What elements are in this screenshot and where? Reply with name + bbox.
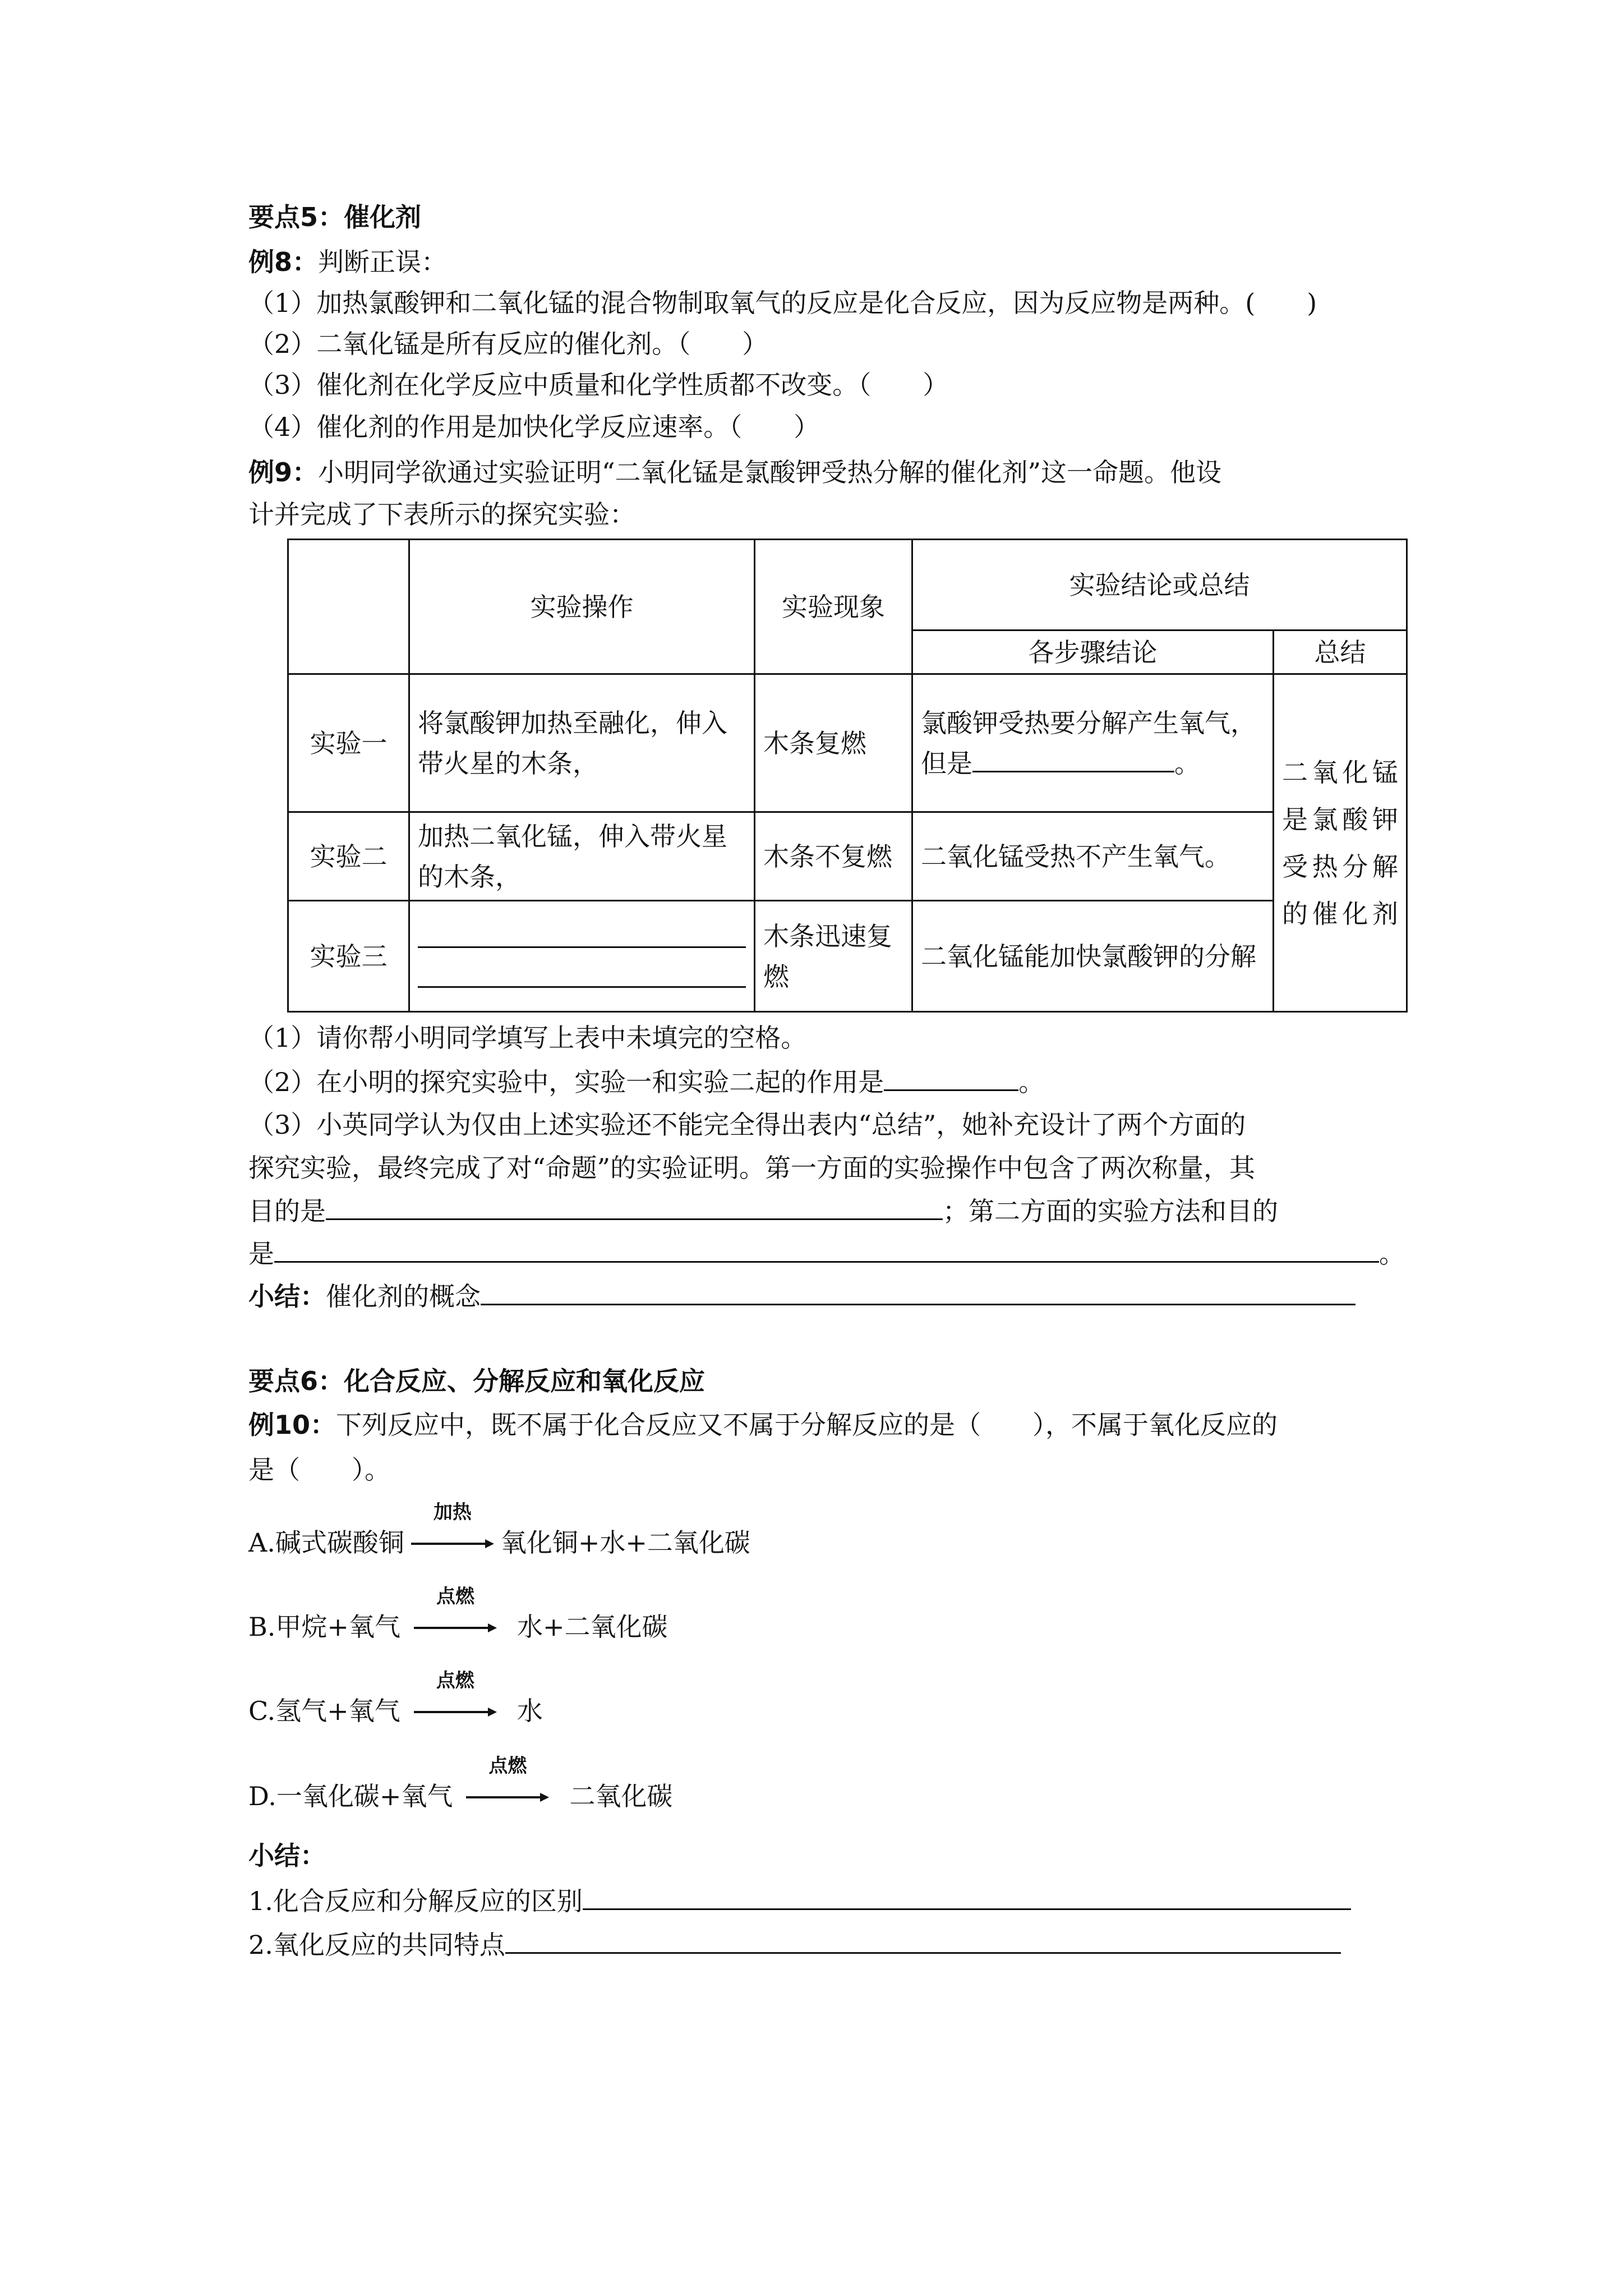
example-8-label: 例8：: [248, 247, 319, 277]
answer-line-exp3-2[interactable]: [418, 958, 746, 988]
answer-blank-q3-method[interactable]: [274, 1236, 1379, 1263]
header-summary: 总结: [1274, 631, 1407, 674]
answer-blank-exp1[interactable]: [972, 746, 1174, 772]
answer-blank-q2[interactable]: [884, 1065, 1018, 1091]
reaction-arrow-c: [414, 1669, 497, 1728]
summary-item-1-text: 1.化合反应和分解反应的区别: [248, 1886, 583, 1916]
condition-c: 点燃: [436, 1669, 474, 1692]
option-b-product: 水+二氧化碳: [517, 1612, 668, 1642]
arrow-icon: [414, 1622, 497, 1634]
arrow-icon: [414, 1706, 497, 1718]
reaction-arrow-d: [466, 1755, 549, 1813]
option-b-reactant: B.甲烷+氧气: [248, 1612, 400, 1642]
question-3-end: 。: [1379, 1239, 1405, 1269]
option-a-product: 氧化铜+水+二氧化碳: [500, 1527, 750, 1558]
summary-item-1: [248, 1884, 1351, 1918]
row-conclusion-2: 二氧化锰受热不产生氧气。: [912, 812, 1274, 901]
question-3-is: 是: [248, 1239, 274, 1269]
reaction-arrow-b: [414, 1585, 497, 1644]
header-operation: 实验操作: [409, 540, 755, 674]
option-c-reactant: C.氢气+氧气: [248, 1696, 400, 1726]
row-name-1: 实验一: [288, 674, 409, 812]
summary-catalyst-concept: 催化剂的概念: [326, 1281, 481, 1312]
question-3-line-1: （3）小英同学认为仅由上述实验还不能完全得出表内“总结”，她补充设计了两个方面的: [248, 1110, 1246, 1140]
row-name-3: 实验三: [288, 901, 409, 1012]
answer-blank-difference[interactable]: [583, 1884, 1351, 1910]
option-d: [248, 1755, 673, 1813]
answer-blank-q3-purpose[interactable]: [326, 1194, 943, 1220]
row-operation-3: [409, 901, 755, 1012]
option-a: [248, 1501, 750, 1559]
option-a-reactant: A.碱式碳酸铜: [248, 1527, 404, 1558]
example-8-prompt: 判断正误：: [318, 247, 448, 277]
option-d-product: 二氧化碳: [569, 1781, 673, 1811]
question-2: [248, 1065, 1044, 1099]
experiment-table: [287, 539, 1408, 1013]
reaction-arrow-a: [411, 1501, 494, 1559]
table-corner-cell: [288, 540, 409, 674]
summary-item-2: [248, 1927, 1341, 1962]
arrow-icon: [466, 1792, 549, 1803]
example-9-label: 例9：: [248, 457, 319, 487]
question-2-end: 。: [1018, 1067, 1045, 1097]
option-b: [248, 1585, 668, 1644]
answer-line-exp3-1[interactable]: [418, 918, 746, 948]
row-conclusion-3: 二氧化锰能加快氯酸钾的分解: [912, 901, 1274, 1012]
answer-blank-catalyst-concept[interactable]: [481, 1279, 1355, 1305]
example-9-text-1: 小明同学欲通过实验证明“二氧化锰是氯酸钾受热分解的催化剂”这一命题。他设: [318, 457, 1222, 487]
answer-blank-common-features[interactable]: [505, 1927, 1341, 1954]
row-operation-2: 加热二氧化锰，伸入带火星的木条，: [409, 812, 755, 901]
example-10-text-1: 下列反应中，既不属于化合反应又不属于分解反应的是（ ），不属于氧化反应的: [336, 1410, 1278, 1440]
summary-cell: 二氧化锰是氯酸钾受热分解的催化剂: [1274, 674, 1407, 1012]
true-false-item-4: （4）催化剂的作用是加快化学反应速率。（ ）: [248, 412, 820, 442]
question-3-second-method: ；第二方面的实验方法和目的: [943, 1196, 1278, 1226]
question-3-line-2: 探究实验，最终完成了对“命题”的实验证明。第一方面的实验操作中包含了两次称量，其: [248, 1153, 1256, 1183]
row-name-2: 实验二: [288, 812, 409, 901]
summary-point6-label: 小结：: [248, 1841, 326, 1871]
condition-b: 点燃: [436, 1585, 474, 1608]
true-false-item-2: （2）二氧化锰是所有反应的催化剂。（ ）: [248, 329, 768, 359]
question-3-line-4: [248, 1236, 1405, 1271]
header-phenomenon: 实验现象: [755, 540, 912, 674]
summary-item-2-text: 2.氧化反应的共同特点: [248, 1930, 505, 1960]
condition-a: 加热: [433, 1501, 472, 1524]
header-step-conclusion: 各步骤结论: [912, 631, 1274, 674]
row-conclusion-1: [912, 674, 1274, 812]
example-9-line-2: 计并完成了下表所示的探究实验：: [248, 499, 635, 530]
header-conclusion: 实验结论或总结: [912, 540, 1407, 631]
section-title-point6: 要点6：化合反应、分解反应和氧化反应: [248, 1366, 706, 1396]
section-title-point5: 要点5：催化剂: [248, 202, 422, 232]
row-phenomenon-3: 木条迅速复燃: [755, 901, 912, 1012]
row-conclusion-1-end: 。: [1174, 748, 1200, 779]
true-false-item-1: （1）加热氯酸钾和二氧化锰的混合物制取氧气的反应是化合反应，因为反应物是两种。( ): [248, 288, 1317, 318]
example-10-label: 例10：: [248, 1410, 336, 1440]
true-false-item-3: （3）催化剂在化学反应中质量和化学性质都不改变。（ ）: [248, 370, 949, 400]
example-10-line-2: 是（ ）。: [248, 1455, 390, 1485]
example-9-line-1: [248, 455, 1221, 489]
row-operation-1: 将氯酸钾加热至融化，伸入带火星的木条，: [409, 674, 755, 812]
summary-label: 小结：: [248, 1281, 326, 1312]
row-phenomenon-1: 木条复燃: [755, 674, 912, 812]
option-c-product: 水: [517, 1696, 543, 1726]
example-10-line-1: [248, 1408, 1278, 1442]
row-conclusion-1-text: 氯酸钾受热要分解产生氧气，但是: [921, 707, 1256, 779]
question-3-line-3: [248, 1194, 1278, 1228]
option-c: [248, 1669, 543, 1728]
condition-d: 点燃: [488, 1755, 527, 1777]
example-8-heading: [248, 245, 447, 279]
arrow-icon: [411, 1538, 494, 1549]
question-2-text: （2）在小明的探究实验中，实验一和实验二起的作用是: [248, 1067, 884, 1097]
option-d-reactant: D.一氧化碳+氧气: [248, 1781, 453, 1811]
summary-point5: [248, 1279, 1355, 1313]
row-phenomenon-2: 木条不复燃: [755, 812, 912, 901]
question-3-purpose-label: 目的是: [248, 1196, 326, 1226]
question-1: （1）请你帮小明同学填写上表中未填完的空格。: [248, 1023, 807, 1053]
